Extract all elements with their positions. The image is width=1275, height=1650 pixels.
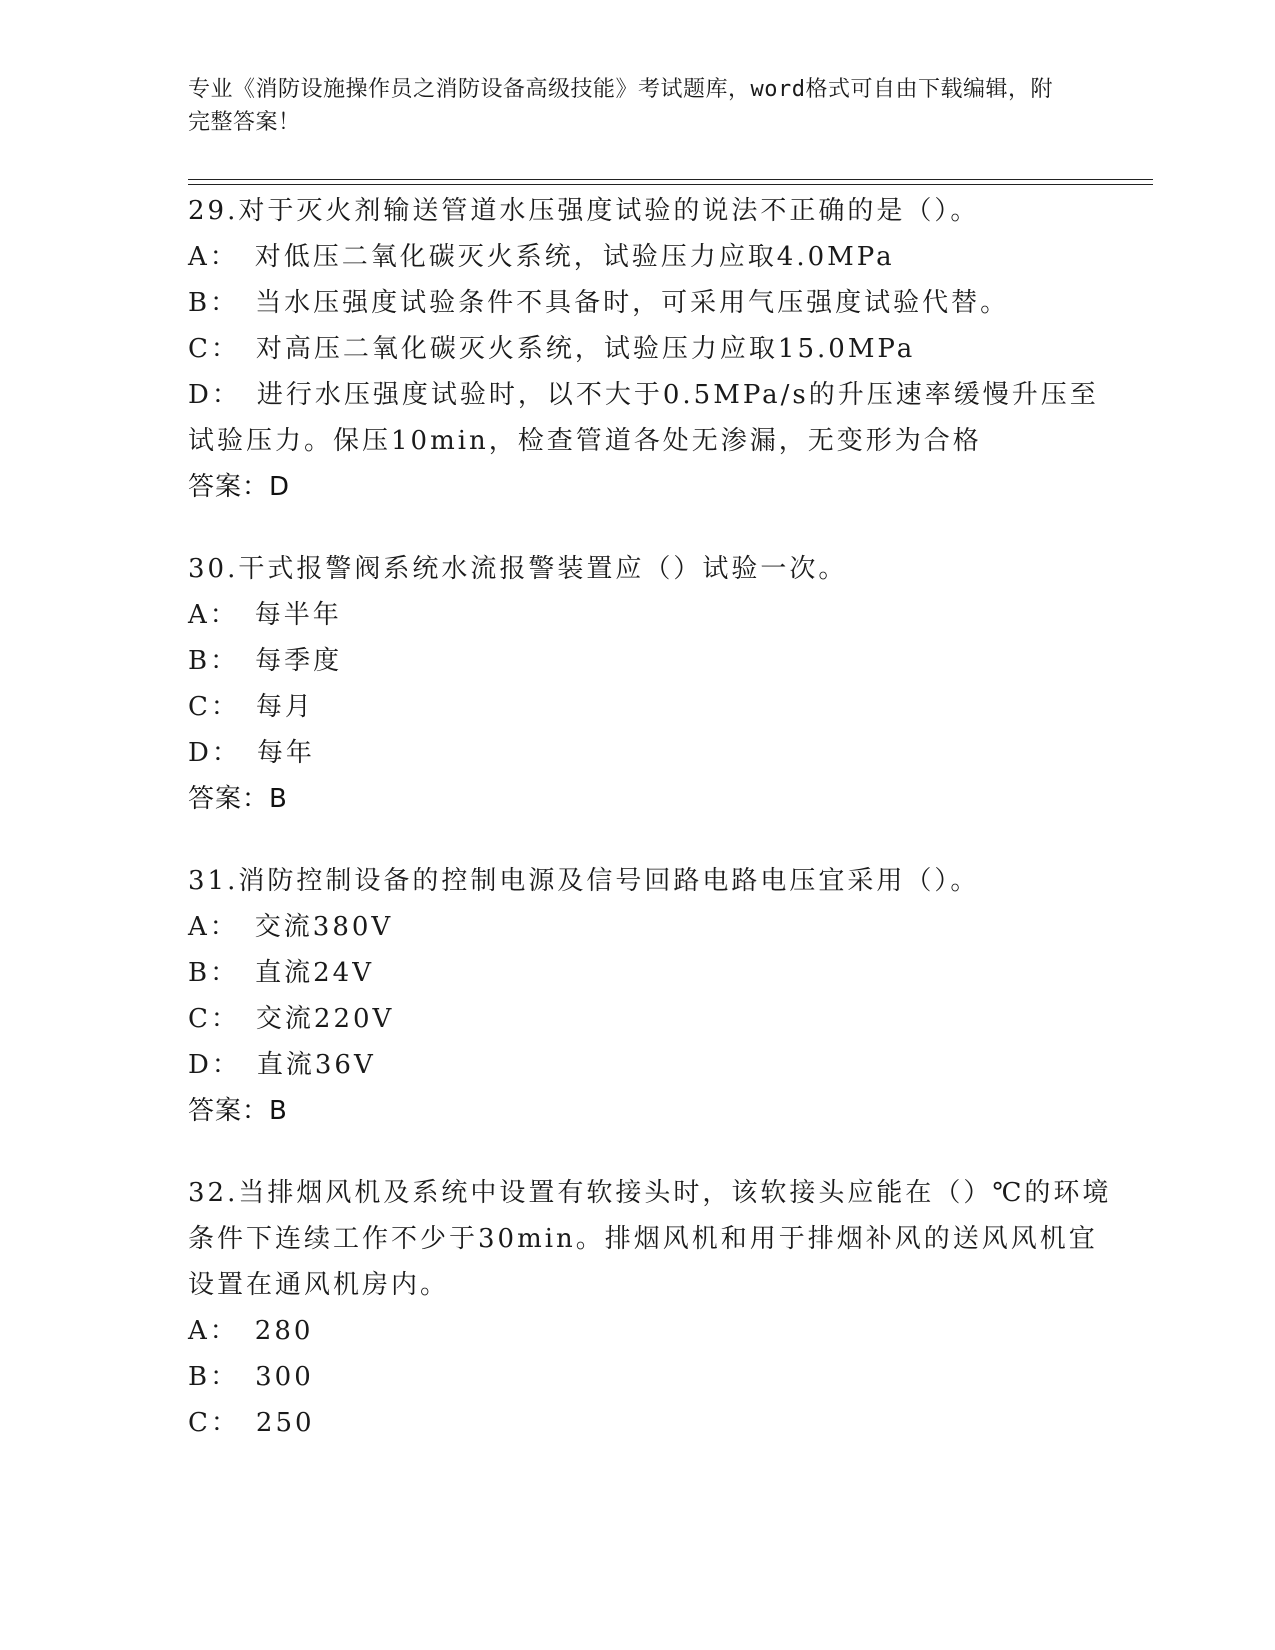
answer-value: B [269, 784, 288, 814]
option-d [188, 372, 1118, 464]
option-a [188, 234, 1118, 280]
option-letter: C [188, 334, 211, 364]
option-separator: ： [210, 958, 240, 988]
option-c [188, 996, 1118, 1042]
option-separator: ： [210, 692, 240, 722]
option-text: 对低压二氧化碳灭火系统，试验压力应取4.0MPa [254, 242, 895, 272]
option-text: 交流380V [254, 912, 394, 942]
option-text: 250 [255, 1408, 315, 1438]
answer-line [188, 1088, 1118, 1134]
header-divider-bottom [188, 184, 1153, 185]
option-text: 对高压二氧化碳灭火系统，试验压力应取15.0MPa [255, 334, 916, 364]
option-separator: ： [210, 288, 240, 318]
option-text: 直流24V [255, 958, 374, 988]
option-c [188, 684, 1118, 730]
option-b [188, 1354, 1118, 1400]
option-b [188, 950, 1118, 996]
question-stem: 31.消防控制设备的控制电源及信号回路电路电压宜采用（）。 [188, 866, 980, 896]
answer-label: 答案： [188, 784, 270, 814]
option-text: 300 [255, 1362, 314, 1392]
answer-label: 答案： [188, 1096, 270, 1126]
question-block [188, 858, 1118, 1134]
option-a [188, 904, 1118, 950]
header-divider-top [188, 179, 1153, 180]
answer-value: D [269, 472, 291, 502]
option-letter: D [188, 380, 212, 410]
option-separator: ： [210, 334, 240, 364]
question-block [188, 1170, 1118, 1446]
option-separator: ： [211, 1050, 241, 1080]
option-separator: ： [209, 912, 239, 942]
answer-label: 答案： [188, 472, 270, 502]
option-letter: A [188, 912, 210, 942]
option-letter: D [188, 738, 212, 768]
answer-line [188, 464, 1118, 510]
question-list [188, 188, 1118, 1482]
option-text: 每月 [255, 692, 314, 722]
option-c [188, 326, 1118, 372]
option-letter: A [188, 1316, 210, 1346]
question-stem: 32.当排烟风机及系统中设置有软接头时，该软接头应能在（）℃的环境条件下连续工作不少于30min。排烟风机和用于排烟补风的送风风机宜设置在通风机房内。 [188, 1178, 1112, 1300]
option-a [188, 1308, 1118, 1354]
question-stem: 29.对于灭火剂输送管道水压强度试验的说法不正确的是（）。 [188, 196, 980, 226]
option-text: 直流36V [256, 1050, 376, 1080]
answer-value: B [269, 1096, 288, 1126]
option-separator: ： [209, 242, 239, 272]
option-separator: ： [210, 1362, 240, 1392]
question-stem: 30.干式报警阀系统水流报警装置应（）试验一次。 [188, 554, 848, 584]
option-text: 当水压强度试验条件不具备时，可采用气压强度试验代替。 [255, 288, 1010, 318]
option-text: 每年 [256, 738, 315, 768]
option-c [188, 1400, 1118, 1446]
option-b [188, 280, 1118, 326]
option-separator: ： [210, 1004, 240, 1034]
option-letter: B [188, 646, 211, 676]
answer-line [188, 776, 1118, 822]
option-text: 每季度 [255, 646, 343, 676]
option-letter: C [188, 1004, 211, 1034]
option-text: 进行水压强度试验时，以不大于0.5MPa/s的升压速率缓慢升压至试验压力。保压10min，检查管道各处无渗漏，无变形为合格 [188, 380, 1099, 456]
option-letter: D [188, 1050, 212, 1080]
option-separator: ： [210, 646, 240, 676]
option-letter: B [188, 958, 211, 988]
option-letter: C [188, 1408, 211, 1438]
option-separator: ： [211, 738, 241, 768]
question-block [188, 188, 1118, 510]
option-d [188, 1042, 1118, 1088]
option-text: 280 [254, 1316, 314, 1346]
option-separator: ： [211, 380, 241, 410]
question-block [188, 546, 1118, 822]
option-b [188, 638, 1118, 684]
option-letter: A [188, 242, 210, 272]
option-letter: B [188, 288, 211, 318]
option-letter: B [188, 1362, 211, 1392]
option-letter: A [188, 600, 210, 630]
option-letter: C [188, 692, 211, 722]
option-separator: ： [209, 1316, 239, 1346]
option-a [188, 592, 1118, 638]
option-separator: ： [210, 1408, 240, 1438]
document-header: 专业《消防设施操作员之消防设备高级技能》考试题库，word格式可自由下载编辑，附完整答案！ [188, 77, 1053, 135]
option-text: 每半年 [254, 600, 342, 630]
option-d [188, 730, 1118, 776]
option-text: 交流220V [255, 1004, 395, 1034]
option-separator: ： [209, 600, 239, 630]
